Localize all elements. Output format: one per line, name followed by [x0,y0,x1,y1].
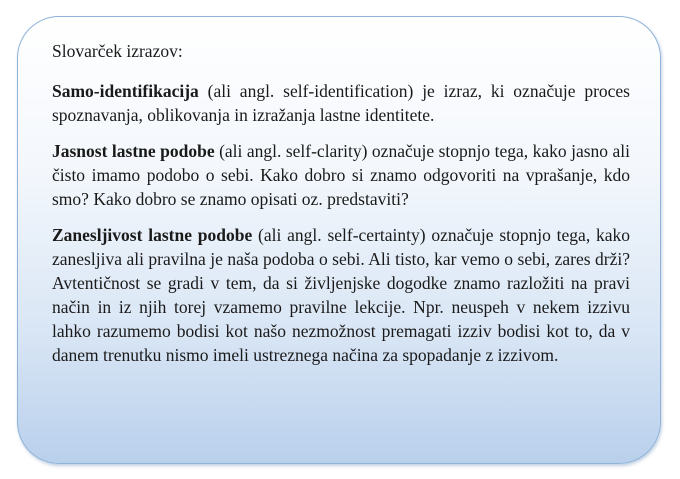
glossary-definition: (ali angl. self-identification) je izraz, ki označuje proces spoznavanja, oblikovanja in izražanja lastne identitete. [52,81,630,125]
glossary-entry-self-clarity [52,139,630,211]
glossary-entry-self-certainty [52,223,630,367]
glossary-term: Samo-identifikacija [52,81,199,101]
glossary-entry-self-identification [52,79,630,127]
glossary-definition: (ali angl. self-clarity) označuje stopnjo tega, kako jasno ali čisto imamo podobo o sebi. Kako dobro si znamo odgovoriti na vprašanje, kdo smo? Kako dobro se znamo opisati oz. predstaviti? [52,141,630,209]
glossary-term: Jasnost lastne podobe [52,141,215,161]
glossary-content [52,39,630,379]
glossary-term: Zanesljivost lastne podobe [52,225,253,245]
glossary-definition: (ali angl. self-certainty) označuje stopnjo tega, kako zanesljiva ali pravilna je naša podoba o sebi. Ali tisto, kar vemo o sebi, zares drži? Avtentičnost se gradi v tem, da si življenjske dogodke znamo razložiti na pravi način in iz njih torej vzamemo pravilne lekcije. Npr. neuspeh v nekem izzivu lahko razumemo bodisi kot našo nezmožnost premagati izziv bodisi kot to, da v danem trenutku nismo imeli ustreznega načina za spopadanje z izzivom. [52,225,631,365]
glossary-title: Slovarček izrazov: [52,41,183,61]
